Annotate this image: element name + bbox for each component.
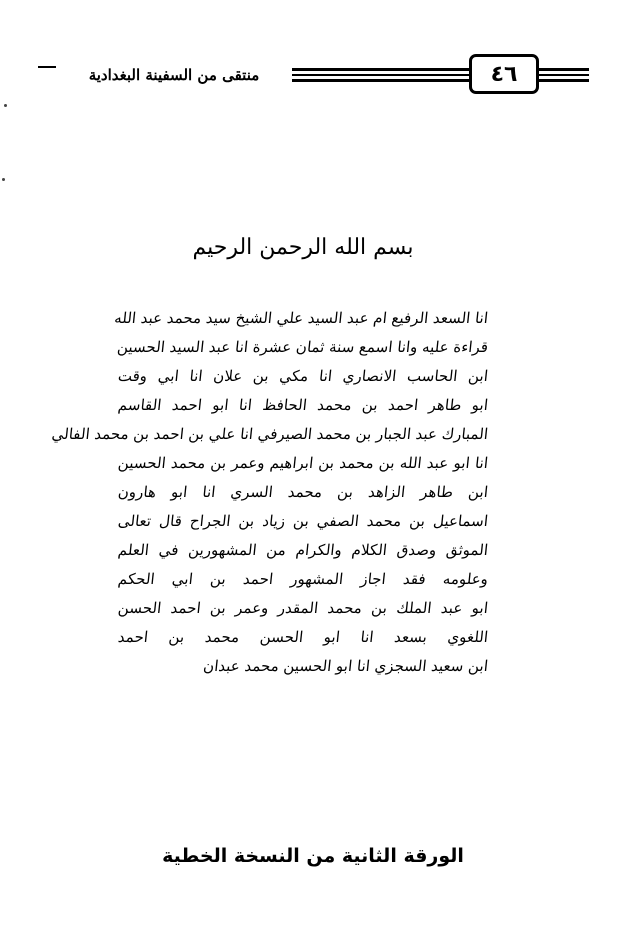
header-rule-right-mid: [539, 74, 589, 76]
manuscript-line: انا السعد الرفيع ام عبد السيد علي الشيخ سيد محمد عبد الله: [113, 309, 489, 327]
manuscript-line: انا ابو عبد الله بن محمد بن ابراهيم وعمر بن محمد الحسين: [117, 454, 489, 472]
header-rule-mid-top: [292, 68, 469, 71]
manuscript-lines: [50, 304, 489, 681]
page-number-box: [469, 54, 539, 94]
header-rule-mid-mid: [292, 74, 469, 76]
manuscript-basmala: بسم الله الرحمن الرحيم: [192, 235, 414, 260]
manuscript-line: وعلومه فقد اجاز المشهور احمد بن ابي الحكم: [117, 570, 489, 588]
header-rule-right-bottom: [539, 79, 589, 82]
manuscript-page: [50, 222, 489, 682]
figure-caption: الورقة الثانية من النسخة الخطية: [162, 845, 464, 867]
header-rule-right-top: [539, 68, 589, 71]
manuscript-line: الموثق وصدق الكلام والكرام من المشهورين في العلم: [117, 541, 489, 559]
manuscript-line: ابو طاهر احمد بن محمد الحافظ انا ابو احمد القاسم: [117, 396, 489, 414]
manuscript-line: اسماعيل بن محمد الصفي بن زياد بن الجراح قال تعالى: [117, 512, 489, 530]
stray-mark: [4, 104, 7, 107]
header-rule-mid-bottom: [292, 79, 469, 82]
header-rule-left-top: [38, 66, 56, 68]
manuscript-line: اللغوي بسعد انا ابو الحسن محمد بن احمد: [117, 628, 489, 646]
page-header: [0, 0, 626, 110]
running-title: منتقى من السفينة البغدادية: [88, 66, 260, 84]
manuscript-line: ابن الحاسب الانصاري انا مكي بن علان انا ابي وقت: [117, 367, 489, 385]
stray-mark: [2, 178, 5, 181]
manuscript-line: قراءة عليه وانا اسمع سنة ثمان عشرة انا عبد السيد الحسين: [116, 338, 489, 356]
page-number: ٤٦: [490, 61, 518, 87]
manuscript-line: المبارك عبد الجبار بن محمد الصيرفي انا علي بن احمد بن محمد الفالي: [50, 425, 489, 443]
manuscript-line: ابن سعيد السجزي انا ابو الحسين محمد عبدان: [202, 657, 489, 675]
manuscript-line: ابو عبد الملك بن محمد المقدر وعمر بن احمد الحسن: [117, 599, 489, 617]
manuscript-line: ابن طاهر الزاهد بن محمد السري انا ابو هارون: [117, 483, 489, 501]
